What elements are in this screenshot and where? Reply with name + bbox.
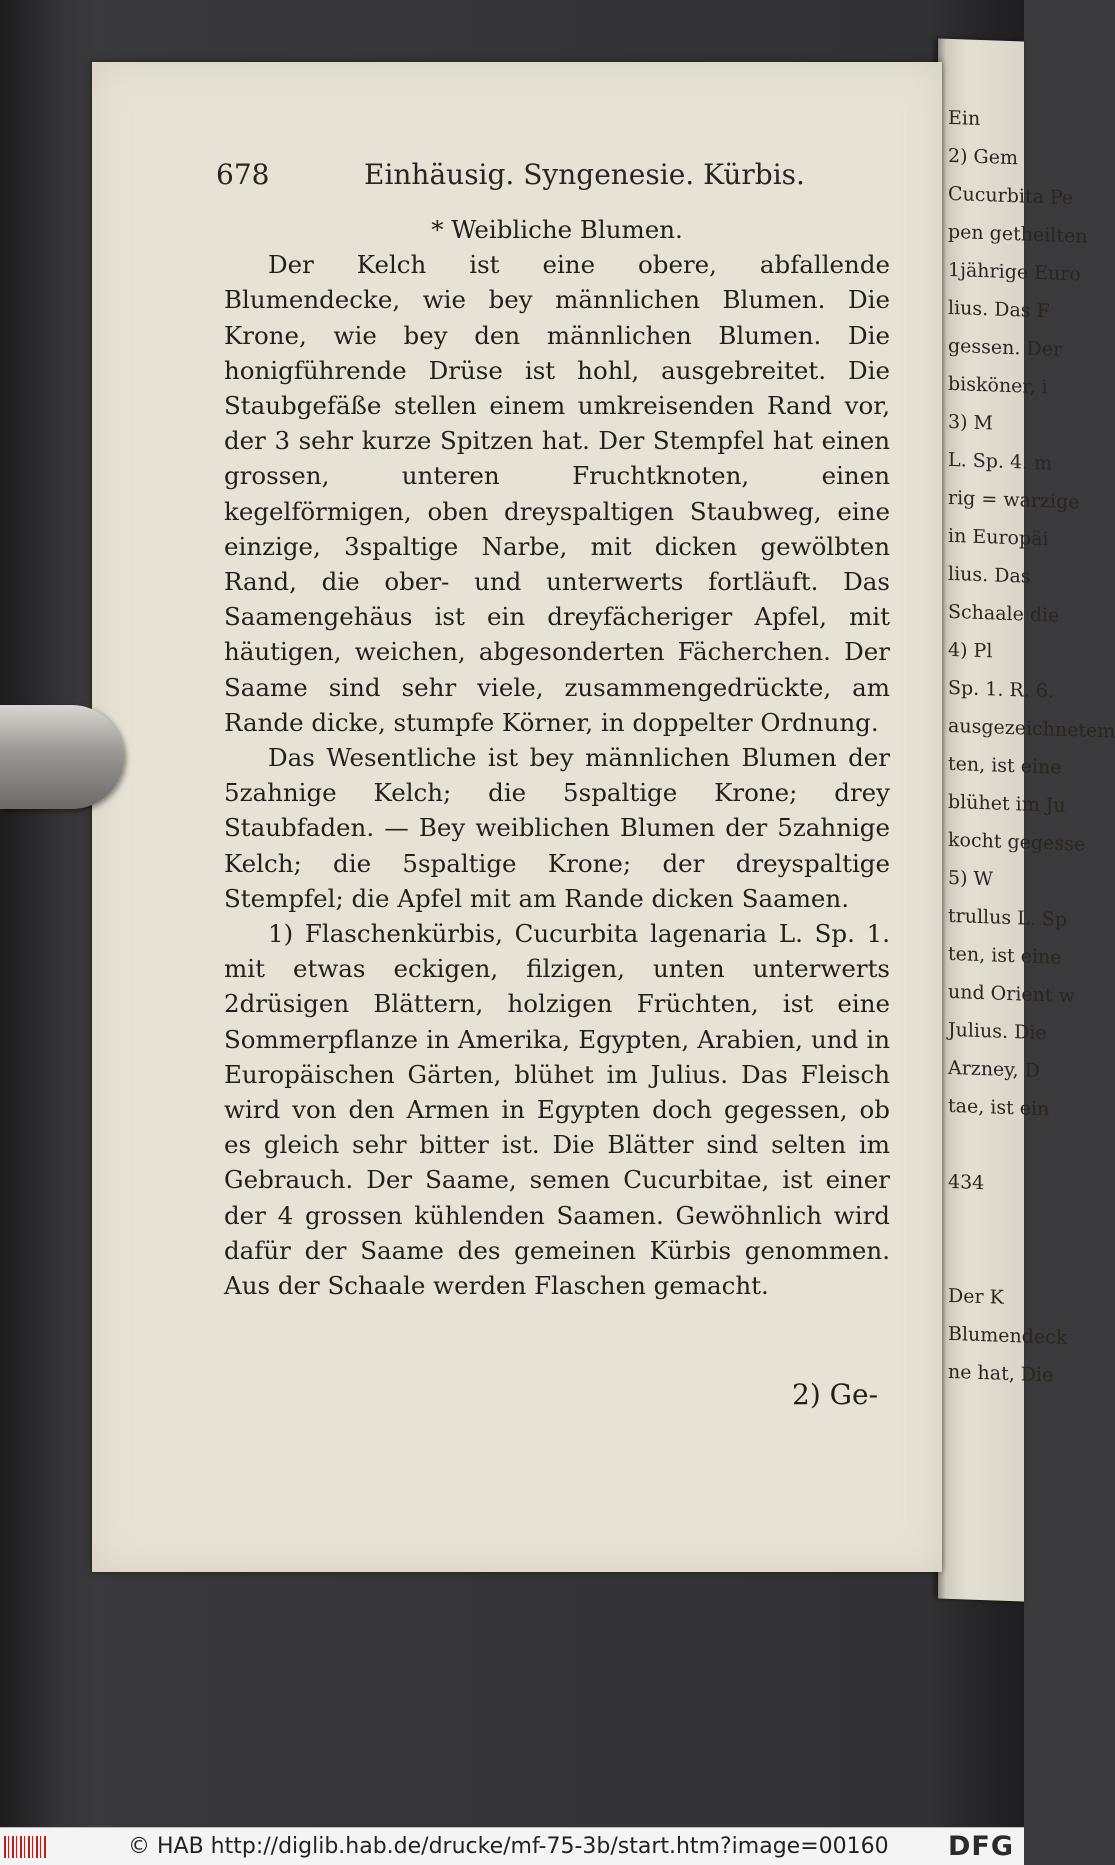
facing-page-line: 5) W xyxy=(948,866,994,891)
facing-page-line: Ein xyxy=(948,106,981,130)
facing-page-line: blühet im Ju xyxy=(948,790,1066,817)
paragraph: Der Kelch ist eine obere, abfallende Blumendecke, wie bey männlichen Blumen. Die Krone, wie bey den männlichen Blumen. Die honigführende Drüse ist hohl, ausgebreitet. Die Staubgefäße stellen einem umkreisenden Rand vor, der 3 sehr kurze Spitzen hat. Der Stempfel hat einen grossen, unteren Fruchtknoten, einen kegelförmigen, oben dreyspaltigen Staubweg, eine einzige, 3spaltige Narbe, mit dicken gewölbten Rand, die ober- und unterwerts fortläuft. Das Saamengehäus ist ein dreyfächeriger Apfel, mit häutigen, weichen, abgesonderten Fächerchen. Der Saame sind sehr viele, zusammengedrückte, am Rande dicke, stumpfe Körner, in doppelter Ordnung. xyxy=(224,250,890,737)
facing-page-line: ne hat, Die xyxy=(948,1360,1054,1387)
facing-page-line: lius. Das xyxy=(948,562,1031,588)
facing-page-line: pen getheilten xyxy=(948,220,1088,248)
facing-page-line: Sp. 1. R. 6. xyxy=(948,676,1054,703)
facing-page-line: kocht gegesse xyxy=(948,828,1086,856)
viewer-footer xyxy=(0,1827,1024,1865)
facing-page-line: in Europäi xyxy=(948,524,1049,551)
facing-page-line: lius. Das F xyxy=(948,296,1050,323)
facing-page-line: ausgezeichnetem xyxy=(948,714,1115,743)
facing-page-line: Der K xyxy=(948,1284,1004,1309)
facing-page-line: L. Sp. 4. m xyxy=(948,448,1053,475)
facing-page-line xyxy=(948,1129,1028,1132)
facing-page-line: 3) M xyxy=(948,410,993,435)
facing-page-line: tae, ist ein xyxy=(948,1094,1050,1121)
catchword: 2) Ge- xyxy=(792,1378,879,1411)
facing-page-line: 1jährige Euro xyxy=(948,258,1081,286)
facing-page-line: und Orient w xyxy=(948,980,1075,1008)
facing-page-line: ten, ist eine xyxy=(948,752,1062,779)
barcode-icon xyxy=(4,1836,46,1858)
running-head-title: Einhäusig. Syngenesie. Kürbis. xyxy=(364,158,805,191)
facing-page-line: Blumendeck xyxy=(948,1322,1068,1350)
facing-page-line: rig = warzige xyxy=(948,486,1080,514)
paragraph: Das Wesentliche ist bey männlichen Blumen der 5zahnige Kelch; die 5spaltige Krone; drey Staubfaden. — Bey weiblichen Blumen der 5zahnige Kelch; die 5spaltige Krone; der dreyspaltige Stempfel; die Apfel mit am Rande dicken Saamen. xyxy=(224,743,890,913)
facing-page-line: gessen. Der xyxy=(948,334,1063,361)
facing-page-line: Cucurbita Pe xyxy=(948,182,1074,210)
page-body xyxy=(224,212,890,1303)
page-number: 678 xyxy=(216,158,270,191)
dfg-logo: DFG xyxy=(947,1831,1014,1862)
facing-page-line: 2) Gem xyxy=(948,144,1018,170)
running-header xyxy=(216,158,906,198)
facing-page-fragment xyxy=(938,38,1115,1601)
facing-page-line: 434 xyxy=(948,1170,985,1195)
facing-page-line: trullus L. Sp xyxy=(948,904,1068,932)
facing-page-line: 4) Pl xyxy=(948,638,993,663)
facing-page-line: Schaale die xyxy=(948,600,1060,627)
facing-page-line: Julius. Die xyxy=(948,1018,1047,1045)
facing-page-line: Arzney, D xyxy=(948,1056,1040,1083)
facing-page-line: bisköner, i xyxy=(948,372,1048,399)
book-gutter-shadow xyxy=(0,0,100,1827)
facing-page-line: ten, ist eine xyxy=(948,942,1062,969)
section-heading: * Weibliche Blumen. xyxy=(431,215,683,244)
source-credit[interactable]: © HAB http://diglib.hab.de/drucke/mf-75-3b/start.htm?image=00160 xyxy=(128,1834,889,1859)
paragraph: 1) Flaschenkürbis, Cucurbita lagenaria L. Sp. 1. mit etwas eckigen, filzigen, unten unterwerts 2drüsigen Blättern, holzigen Früchten, ist eine Sommerpflanze in Amerika, Egypten, Arabien, und in Europäischen Gärten, blühet im Julius. Das Fleisch wird von den Armen in Egypten doch gegessen, ob es gleich sehr bitter ist. Die Blätter sind selten im Gebrauch. Der Saame, semen Cucurbitae, ist einer der 4 grossen kühlenden Saamen. Gewöhnlich wird dafür der Saame des gemeinen Kürbis genommen. Aus der Schaale werden Flaschen gemacht. xyxy=(224,919,890,1301)
page-curl-overlay xyxy=(0,705,124,809)
facing-page-line xyxy=(948,1205,1028,1208)
facing-page-line xyxy=(948,1243,1028,1246)
